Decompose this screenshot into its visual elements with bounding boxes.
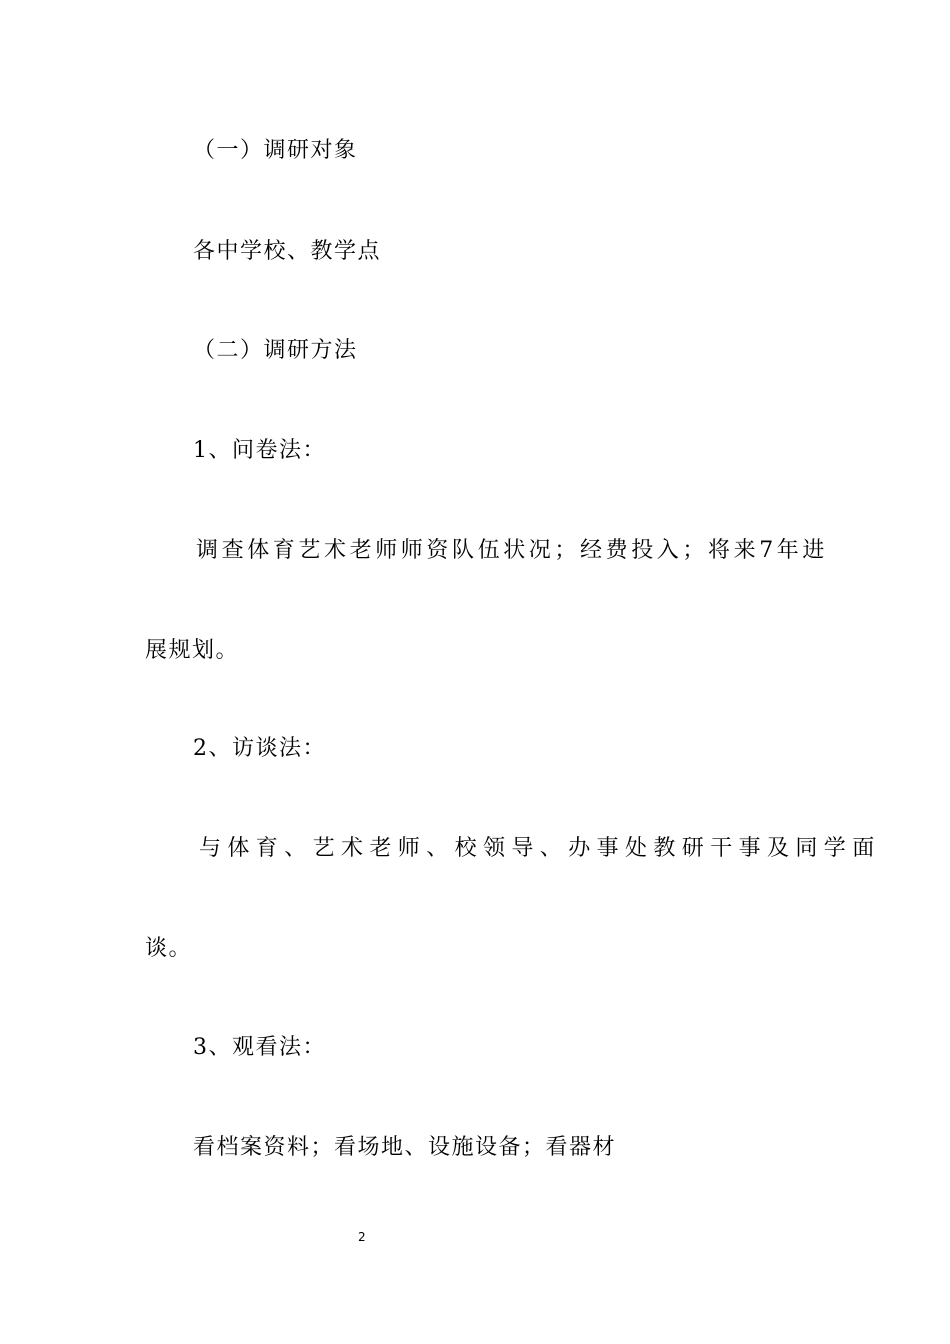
page-number: 2 — [358, 1230, 366, 1244]
paragraph-interview-line-2: 谈。 — [145, 936, 193, 961]
paragraph-questionnaire-line-1: 调查体育艺术老师师资队伍状况；经费投入；将来7年进 — [196, 538, 828, 563]
paragraph-research-subjects: 各中学校、教学点 — [193, 239, 382, 264]
section-heading-research-subjects: （一）调研对象 — [193, 138, 358, 163]
paragraph-interview-line-1: 与体育、艺术老师、校领导、办事处教研干事及同学面 — [199, 836, 881, 861]
method-heading-observation: 3、观看法： — [193, 1035, 326, 1060]
method-heading-interview: 2、访谈法： — [193, 736, 326, 761]
paragraph-questionnaire-line-2: 展规划。 — [145, 638, 240, 663]
method-heading-questionnaire: 1、问卷法： — [193, 438, 326, 463]
paragraph-observation: 看档案资料；看场地、设施设备；看器材 — [193, 1135, 617, 1160]
section-heading-research-methods: （二）调研方法 — [193, 338, 358, 363]
